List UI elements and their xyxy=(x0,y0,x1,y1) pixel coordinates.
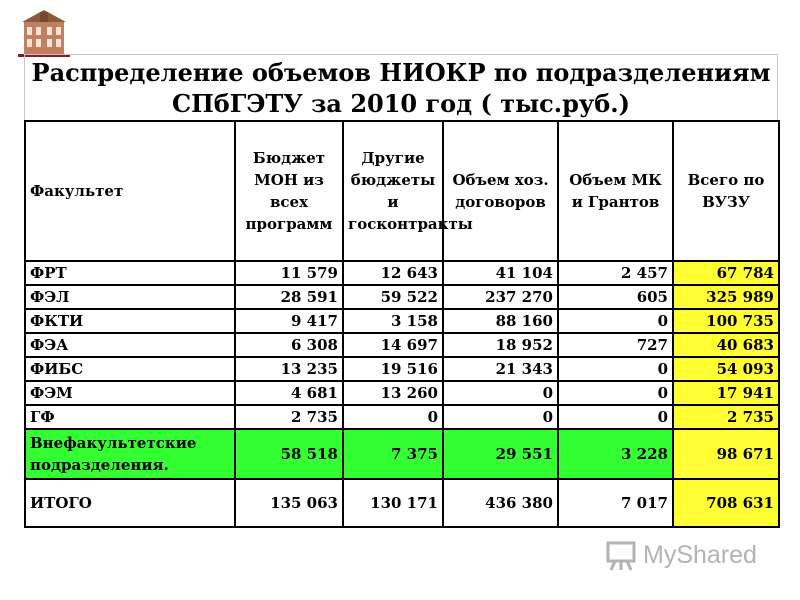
header-row xyxy=(25,121,779,261)
title-line-2: СПбГЭТУ за 2010 год ( тыс.руб.) xyxy=(171,89,631,118)
contracts-value: 41 104 xyxy=(443,261,558,285)
watermark-text: MyShared xyxy=(643,540,757,569)
other-budgets-value: 7 375 xyxy=(343,429,443,479)
total-value: 40 683 xyxy=(673,333,779,357)
grants-value: 0 xyxy=(558,309,673,333)
faculty-name: ИТОГО xyxy=(25,479,235,527)
research-volume-table xyxy=(24,120,780,528)
table-row xyxy=(25,285,779,309)
other-budgets-value: 3 158 xyxy=(343,309,443,333)
table-row xyxy=(25,429,779,479)
contracts-value: 18 952 xyxy=(443,333,558,357)
budget-value: 11 579 xyxy=(235,261,343,285)
budget-value: 28 591 xyxy=(235,285,343,309)
contracts-value: 0 xyxy=(443,405,558,429)
budget-value: 2 735 xyxy=(235,405,343,429)
other-budgets-value: 14 697 xyxy=(343,333,443,357)
other-budgets-value: 13 260 xyxy=(343,381,443,405)
contracts-value: 0 xyxy=(443,381,558,405)
contracts-value: 21 343 xyxy=(443,357,558,381)
table-row-total xyxy=(25,479,779,527)
total-value: 54 093 xyxy=(673,357,779,381)
watermark xyxy=(605,538,765,572)
grants-value: 2 457 xyxy=(558,261,673,285)
table-row xyxy=(25,357,779,381)
header-contracts: Объем хоз. договоров xyxy=(443,121,558,261)
table-row xyxy=(25,333,779,357)
grants-value: 0 xyxy=(558,405,673,429)
budget-value: 4 681 xyxy=(235,381,343,405)
other-budgets-value: 0 xyxy=(343,405,443,429)
budget-value: 6 308 xyxy=(235,333,343,357)
other-budgets-value: 12 643 xyxy=(343,261,443,285)
other-budgets-value: 19 516 xyxy=(343,357,443,381)
table-row xyxy=(25,381,779,405)
contracts-value: 237 270 xyxy=(443,285,558,309)
grants-value: 0 xyxy=(558,381,673,405)
header-budget: Бюджет МОН из всех программ xyxy=(235,121,343,261)
header-grants: Объем МК и Грантов xyxy=(558,121,673,261)
table-row xyxy=(25,309,779,333)
presentation-board-icon xyxy=(605,538,639,572)
total-value: 708 631 xyxy=(673,479,779,527)
faculty-name: ФРТ xyxy=(25,261,235,285)
table-row xyxy=(25,405,779,429)
total-value: 17 941 xyxy=(673,381,779,405)
contracts-value: 436 380 xyxy=(443,479,558,527)
faculty-name: ФЭЛ xyxy=(25,285,235,309)
faculty-name: Внефакультетские подразделения. xyxy=(25,429,235,479)
budget-value: 58 518 xyxy=(235,429,343,479)
other-budgets-value: 59 522 xyxy=(343,285,443,309)
contracts-value: 29 551 xyxy=(443,429,558,479)
budget-value: 135 063 xyxy=(235,479,343,527)
header-total: Всего по ВУЗУ xyxy=(673,121,779,261)
grants-value: 605 xyxy=(558,285,673,309)
table-row xyxy=(25,261,779,285)
contracts-value: 88 160 xyxy=(443,309,558,333)
total-value: 325 989 xyxy=(673,285,779,309)
faculty-name: ФЭМ xyxy=(25,381,235,405)
table-title xyxy=(24,54,778,120)
other-budgets-value: 130 171 xyxy=(343,479,443,527)
total-value: 100 735 xyxy=(673,309,779,333)
grants-value: 7 017 xyxy=(558,479,673,527)
header-faculty: Факультет xyxy=(25,121,235,261)
faculty-name: ФЭА xyxy=(25,333,235,357)
budget-value: 9 417 xyxy=(235,309,343,333)
faculty-name: ФКТИ xyxy=(25,309,235,333)
faculty-name: ФИБС xyxy=(25,357,235,381)
faculty-name: ГФ xyxy=(25,405,235,429)
total-value: 98 671 xyxy=(673,429,779,479)
grants-value: 3 228 xyxy=(558,429,673,479)
total-value: 67 784 xyxy=(673,261,779,285)
header-other-budgets: Другие бюджеты и госконтракты xyxy=(343,121,443,261)
grants-value: 727 xyxy=(558,333,673,357)
budget-value: 13 235 xyxy=(235,357,343,381)
title-line-1: Распределение объемов НИОКР по подразделениям xyxy=(31,58,771,87)
total-value: 2 735 xyxy=(673,405,779,429)
grants-value: 0 xyxy=(558,357,673,381)
